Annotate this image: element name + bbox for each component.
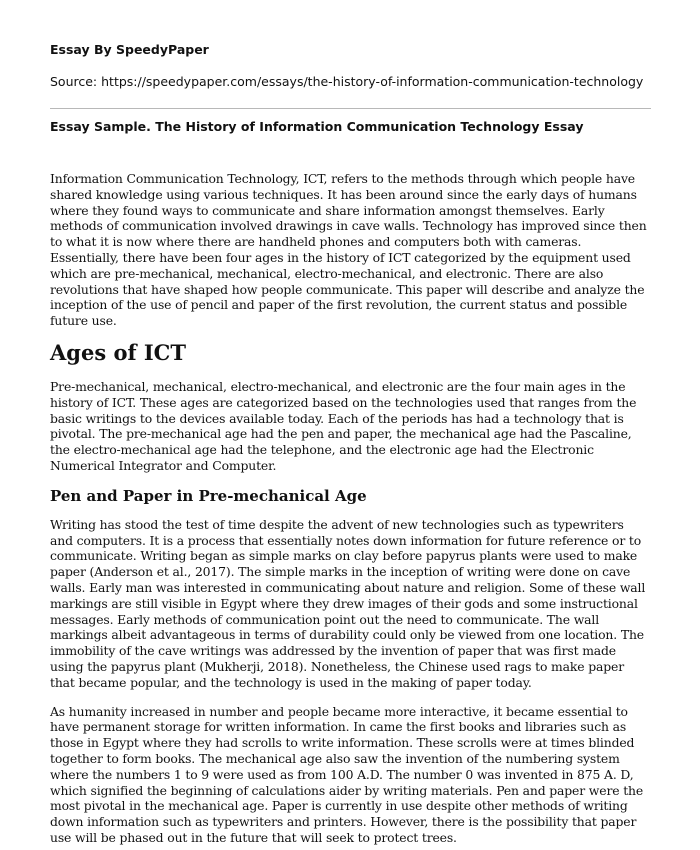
source-url-line: Source: https://speedypaper.com/essays/the-history-of-information-communication-technology	[50, 74, 644, 89]
essay-title: Essay Sample. The History of Information Communication Technology Essay	[50, 119, 584, 134]
humanity-paragraph: As humanity increased in number and people became more interactive, it became essential to have permanent storage for written information. In came the first books and libraries such as those in Egypt where they had scrolls to write information. These scrolls were at times blinded together to form books. The mechanical age also saw the invention of the numbering system where the numbers 1 to 9 were used as from 100 A.D. The number 0 was invented in 875 A. D, which signified the beginning of calculations aider by writing materials. Pen and paper were the most pivotal in the mechanical age. Paper is currently in use despite other methods of writing down information such as typewriters and printers. However, there is the possibility that paper use will be phased out in the future that will seek to protect trees.	[50, 703, 644, 845]
ages-paragraph: Pre-mechanical, mechanical, electro-mechanical, and electronic are the four main ages in the history of ICT. These ages are categorized based on the technologies used that ranges from the basic writings to the devices available today. Each of the periods has had a technology that is pivotal. The pre-mechanical age had the pen and paper, the mechanical age had the Pascaline, the electro-mechanical age had the telephone, and the electronic age had the Electronic Numerical Integrator and Computer.	[50, 378, 637, 473]
intro-paragraph: Information Communication Technology, ICT, refers to the methods through which people have shared knowledge using various techniques. It has been around since the early days of humans where they found ways to communicate and share information amongst themselves. Early methods of communication involved drawings in cave walls. Technology has improved since then to what it is now where there are handheld phones and computers both with cameras. Essentially, there have been four ages in the history of ICT categorized by the equipment used which are pre-mechanical, mechanical, electro-mechanical, and electronic. There are also revolutions that have shaped how people communicate. This paper will describe and analyze the inception of the use of pencil and paper of the first revolution, the current status and possible future use.	[50, 171, 647, 329]
section-heading-ages: Ages of ICT	[50, 339, 186, 365]
writing-paragraph: Writing has stood the test of time despite the advent of new technologies such as typewriters and computers. It is a process that essentially notes down information for future reference or to communicate. Writing began as simple marks on clay before papyrus plants were used to make paper (Anderson et al., 2017). The simple marks in the inception of writing were done on cave walls. Early man was interested in communicating about nature and religion. Some of these wall markings are still visible in Egypt where they drew images of their gods and some instructional messages. Early methods of communication point out the need to communicate. The wall markings albeit advantageous in terms of durability could only be viewed from one location. The immobility of the cave writings was addressed by the invention of paper that was first made using the papyrus plant (Mukherji, 2018). Nonetheless, the Chinese used rags to make paper that became popular, and the technology is used in the making of paper today.	[50, 516, 646, 690]
subsection-heading-pen-paper: Pen and Paper in Pre-mechanical Age	[50, 486, 367, 505]
header-divider	[50, 108, 651, 109]
essay-author-line: Essay By SpeedyPaper	[50, 42, 209, 57]
